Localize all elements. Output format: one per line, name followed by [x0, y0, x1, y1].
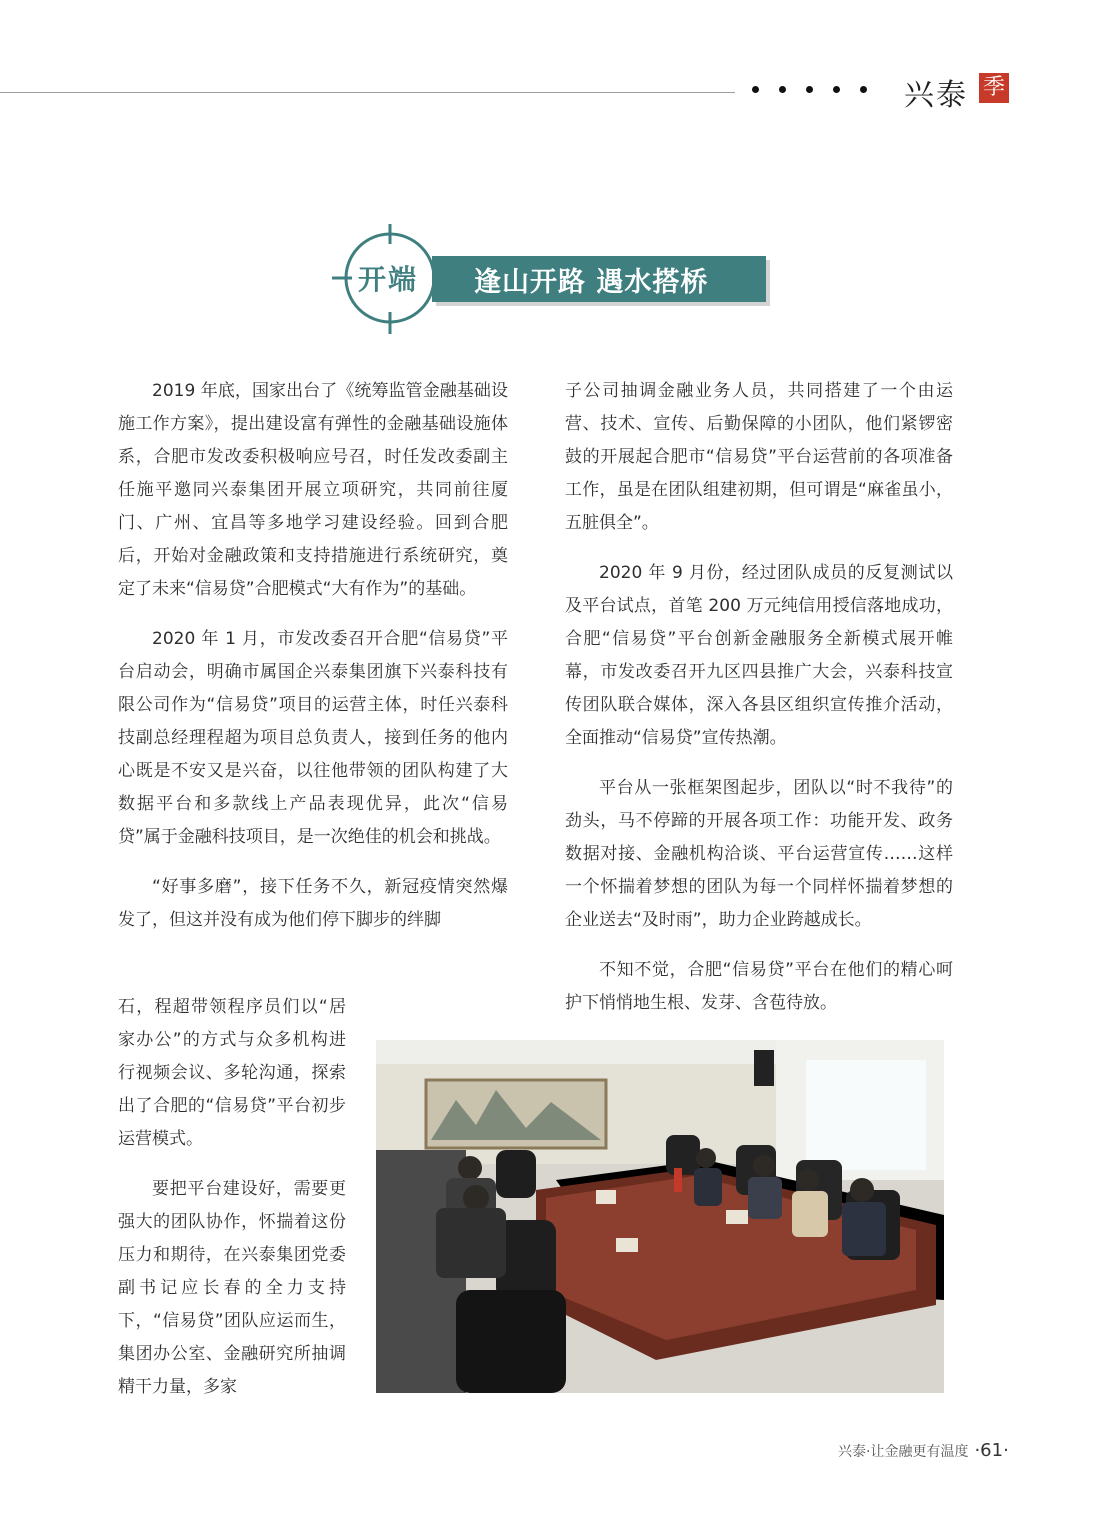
dot — [860, 86, 867, 93]
header-rule — [0, 92, 735, 93]
footer-tagline: 兴泰·让金融更有温度 — [838, 1444, 969, 1460]
page-footer — [838, 1440, 1009, 1461]
dot — [779, 86, 786, 93]
dot — [752, 86, 759, 93]
paragraph: 子公司抽调金融业务人员，共同搭建了一个由运营、技术、宣传、后勤保障的小团队，他们紧锣密鼓的开展起合肥市“信易贷”平台运营前的各项准备工作，虽是在团队组建初期，但可谓是“麻雀虽小，五脏俱全”。 — [565, 381, 953, 533]
magazine-brand: 兴泰 — [904, 78, 968, 113]
paragraph: 平台从一张框架图起步，团队以“时不我待”的劲头，马不停蹄的开展各项工作：功能开发、政务数据对接、金融机构洽谈、平台运营宣传……这样一个怀揣着梦想的团队为每一个同样怀揣着梦想的企业送去“及时雨”，助力企业跨越成长。 — [565, 778, 953, 930]
left-column — [118, 375, 508, 954]
meeting-room-photo — [376, 1040, 944, 1393]
paragraph: 石，程超带领程序员们以“居家办公”的方式与众多机构进行视频会议、多轮沟通，探索出了合肥的“信易贷”平台初步运营模式。 — [118, 997, 346, 1149]
dot — [833, 86, 840, 93]
section-title: 逢山开路 遇水搭桥 — [474, 267, 709, 298]
seal-stamp: 季 — [979, 73, 1009, 103]
section-badge: 开端 — [357, 263, 418, 296]
left-narrow-column — [118, 991, 346, 1421]
paragraph: 不知不觉，合肥“信易贷”平台在他们的精心呵护下悄悄地生根、发芽、含苞待放。 — [565, 960, 953, 1013]
paragraph: 2019 年底，国家出台了《统筹监管金融基础设施工作方案》，提出建设富有弹性的金融基础设施体系，合肥市发改委积极响应号召，时任发改委副主任施平邀同兴泰集团开展立项研究，共同前往厦门、广州、宜昌等多地学习建设经验。回到合肥后，开始对金融政策和支持措施进行系统研究，奠定了未来“信易贷”合肥模式“大有作为”的基础。 — [118, 381, 508, 599]
paragraph: “好事多磨”，接下任务不久，新冠疫情突然爆发了，但这并没有成为他们停下脚步的绊脚 — [118, 877, 508, 930]
paragraph: 2020 年 9 月份，经过团队成员的反复测试以及平台试点，首笔 200 万元纯信用授信落地成功，合肥“信易贷”平台创新金融服务全新模式展开帷幕，市发改委召开九区四县推广大会，兴泰科技宣传团队联合媒体，深入各县区组织宣传推介活动，全面推动“信易贷”宣传热潮。 — [565, 563, 953, 748]
page-number: ·61· — [974, 1440, 1009, 1461]
dot — [806, 86, 813, 93]
paragraph: 要把平台建设好，需要更强大的团队协作，怀揣着这份压力和期待，在兴泰集团党委副书记应长春的全力支持下，“信易贷”团队应运而生，集团办公室、金融研究所抽调精干力量，多家 — [118, 1179, 346, 1397]
header-dots — [752, 74, 867, 104]
right-column — [565, 375, 953, 1037]
paragraph: 2020 年 1 月，市发改委召开合肥“信易贷”平台启动会，明确市属国企兴泰集团旗下兴泰科技有限公司作为“信易贷”项目的运营主体，时任兴泰科技副总经理程超为项目总负责人，接到任务的他内心既是不安又是兴奋，以往他带领的团队构建了大数据平台和多款线上产品表现优异，此次“信易贷”属于金融科技项目，是一次绝佳的机会和挑战。 — [118, 629, 508, 847]
